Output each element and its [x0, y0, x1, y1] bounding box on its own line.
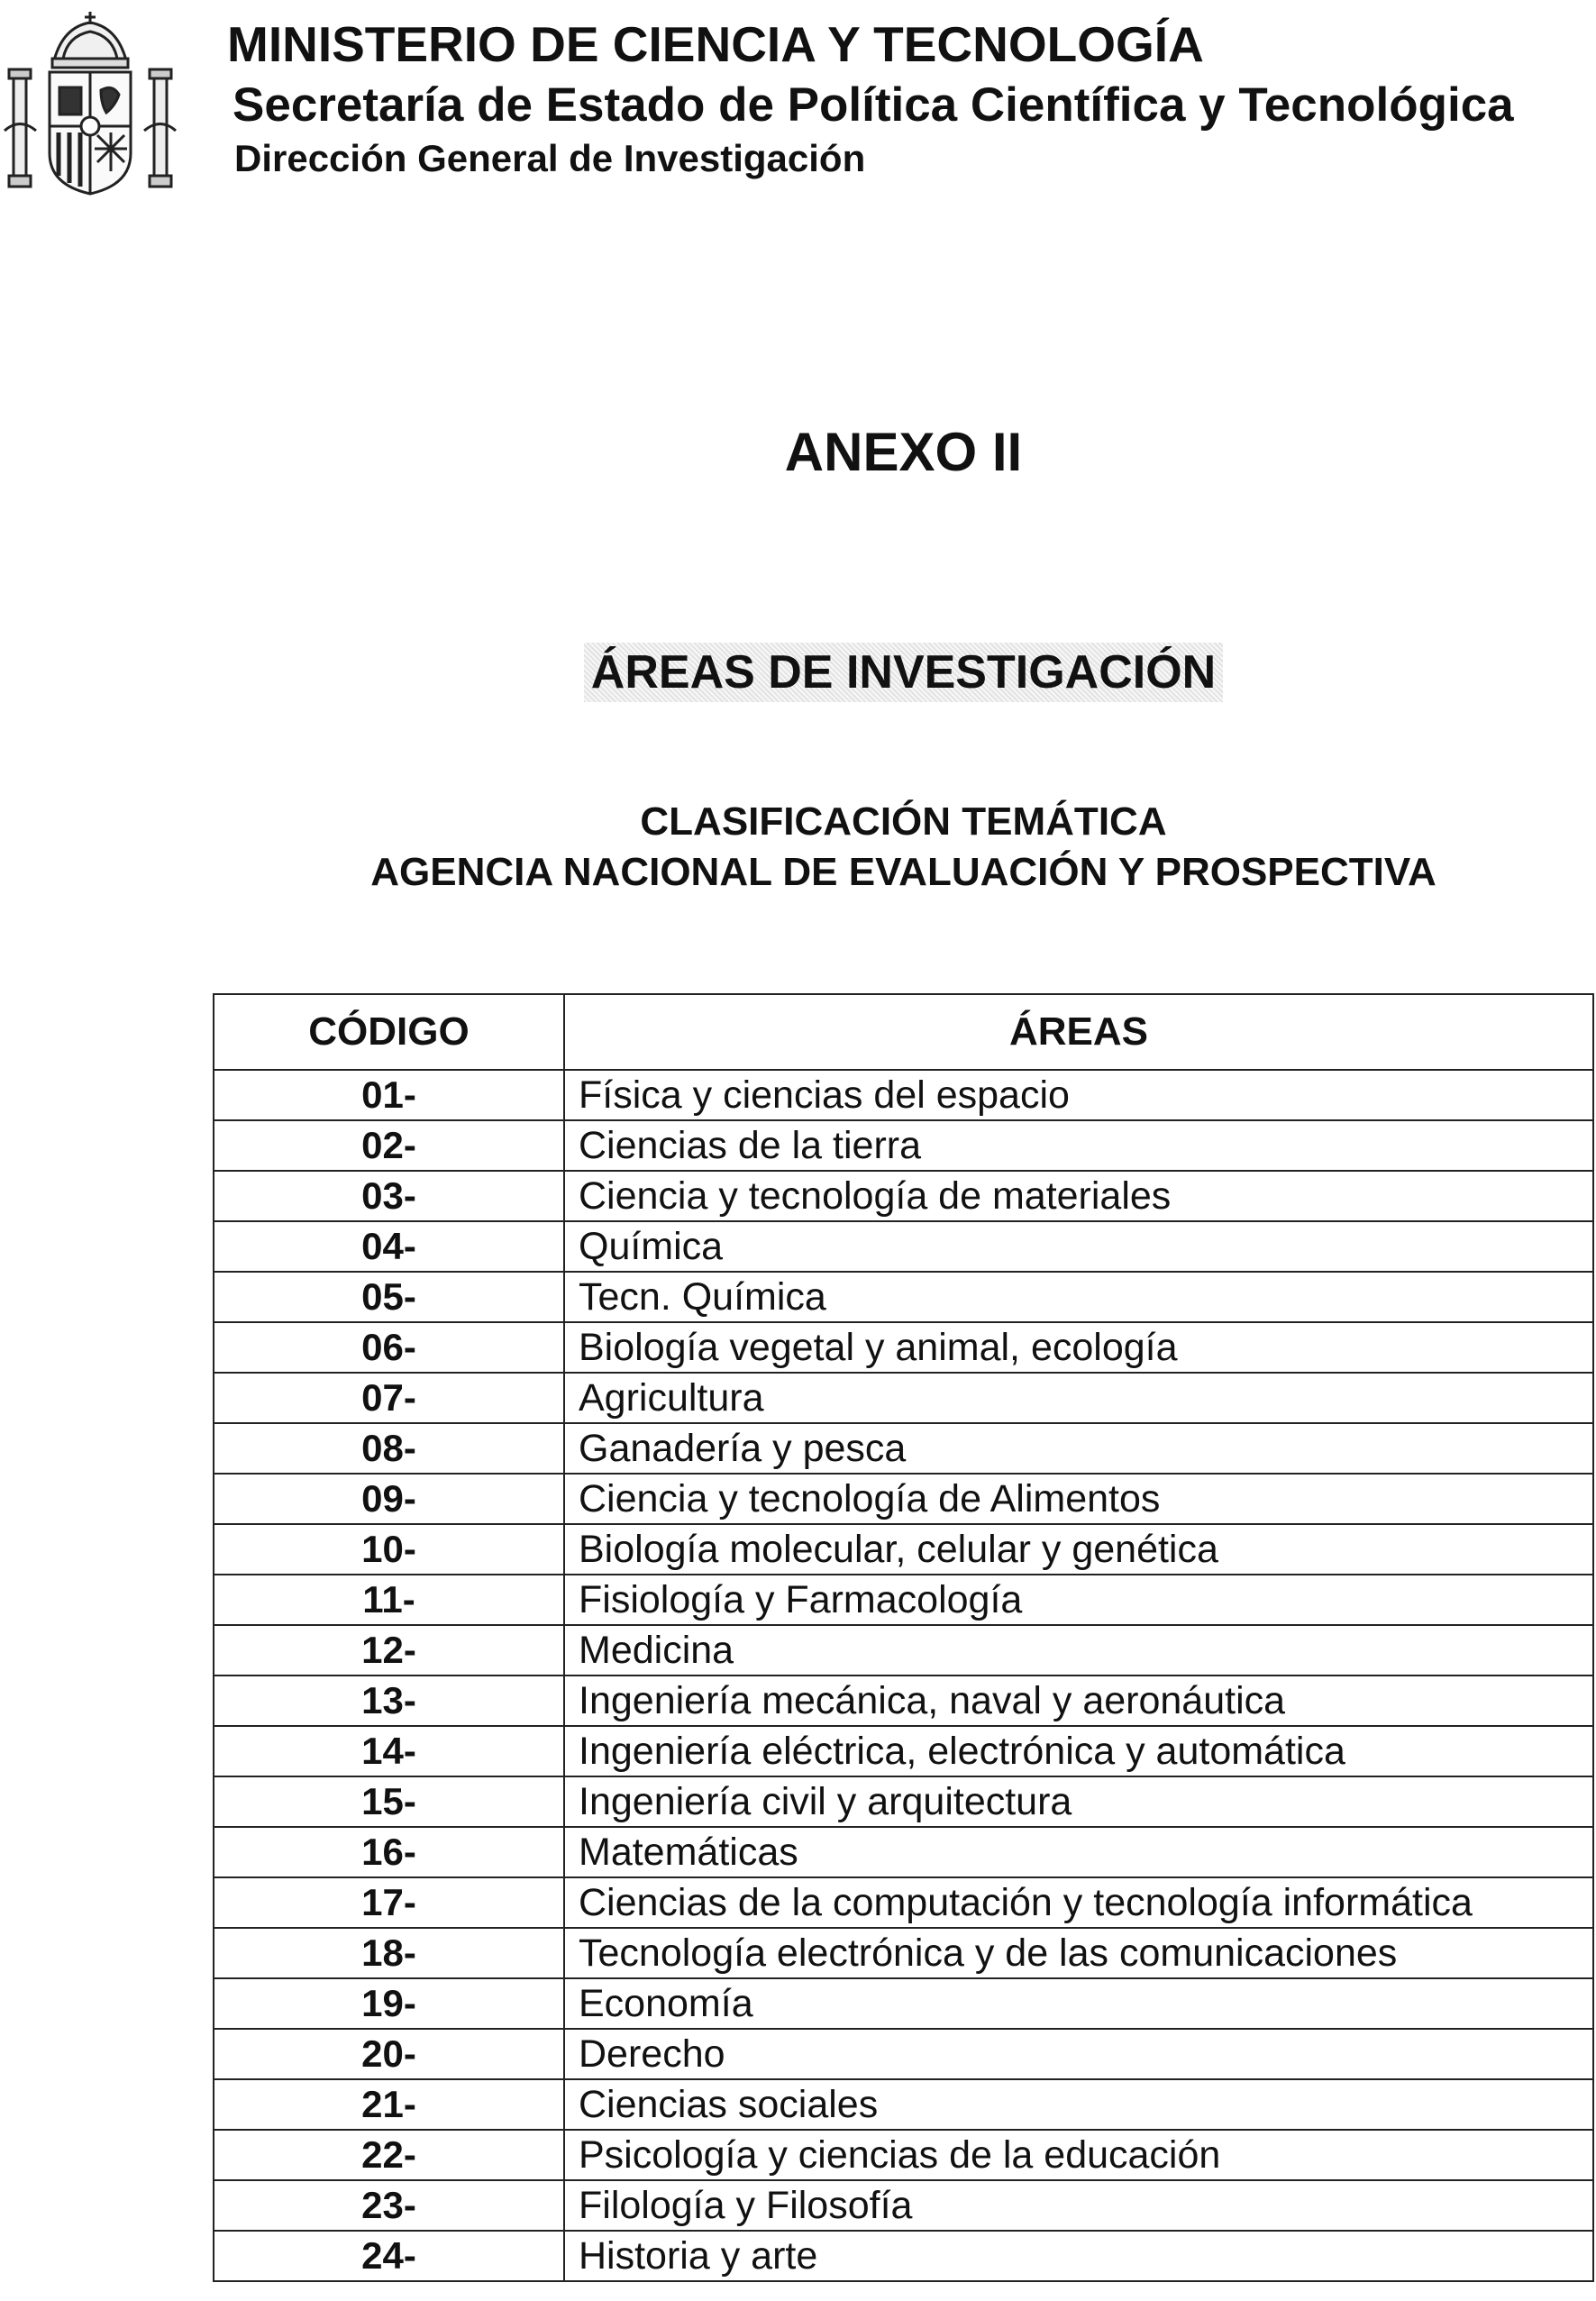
- area-code: 03-: [214, 1171, 564, 1221]
- area-name: Ganadería y pesca: [564, 1423, 1593, 1474]
- area-name: Ciencia y tecnología de Alimentos: [564, 1474, 1593, 1524]
- area-name: Matemáticas: [564, 1827, 1593, 1877]
- area-code: 23-: [214, 2180, 564, 2231]
- area-name: Ciencias de la tierra: [564, 1120, 1593, 1171]
- table-row: [214, 1978, 1593, 2029]
- table-row: [214, 1120, 1593, 1171]
- area-code: 11-: [214, 1575, 564, 1625]
- area-name: Psicología y ciencias de la educación: [564, 2130, 1593, 2180]
- area-code: 04-: [214, 1221, 564, 1272]
- area-code: 12-: [214, 1625, 564, 1676]
- area-name: Derecho: [564, 2029, 1593, 2079]
- ministry-heading: MINISTERIO DE CIENCIA Y TECNOLOGÍA: [227, 16, 1204, 72]
- section-title-wrapper: [0, 643, 1596, 702]
- area-name: Ciencias sociales: [564, 2079, 1593, 2130]
- table-row: [214, 1776, 1593, 1827]
- table-row: [214, 1625, 1593, 1676]
- classification-subtitle: CLASIFICACIÓN TEMÁTICA: [640, 799, 1167, 844]
- area-name: Medicina: [564, 1625, 1593, 1676]
- agency-subtitle: AGENCIA NACIONAL DE EVALUACIÓN Y PROSPECTIVA: [370, 850, 1436, 894]
- table-row: [214, 1272, 1593, 1322]
- area-code: 16-: [214, 1827, 564, 1877]
- table-row: [214, 1070, 1593, 1120]
- area-name: Tecn. Química: [564, 1272, 1593, 1322]
- area-code: 24-: [214, 2231, 564, 2281]
- table-row: [214, 1676, 1593, 1726]
- table-row: [214, 1827, 1593, 1877]
- code-column-header: CÓDIGO: [214, 994, 564, 1070]
- area-name: Ingeniería mecánica, naval y aeronáutica: [564, 1676, 1593, 1726]
- table-row: [214, 1423, 1593, 1474]
- table-header-row: [214, 994, 1593, 1070]
- table-row: [214, 2029, 1593, 2079]
- table-row: [214, 2079, 1593, 2130]
- area-code: 09-: [214, 1474, 564, 1524]
- table-row: [214, 1726, 1593, 1776]
- table-row: [214, 2130, 1593, 2180]
- section-title: ÁREAS DE INVESTIGACIÓN: [584, 643, 1223, 702]
- area-code: 13-: [214, 1676, 564, 1726]
- area-code: 20-: [214, 2029, 564, 2079]
- area-name: Ciencias de la computación y tecnología informática: [564, 1877, 1593, 1928]
- directorate-heading: Dirección General de Investigación: [234, 137, 866, 179]
- table-row: [214, 1575, 1593, 1625]
- research-areas-table: [213, 993, 1594, 2282]
- area-name: Química: [564, 1221, 1593, 1272]
- area-code: 15-: [214, 1776, 564, 1827]
- areas-column-header: ÁREAS: [564, 994, 1593, 1070]
- area-code: 07-: [214, 1373, 564, 1423]
- area-name: Física y ciencias del espacio: [564, 1070, 1593, 1120]
- table-row: [214, 1877, 1593, 1928]
- area-name: Agricultura: [564, 1373, 1593, 1423]
- area-name: Ingeniería civil y arquitectura: [564, 1776, 1593, 1827]
- annex-title: ANEXO II: [784, 422, 1023, 482]
- area-name: Historia y arte: [564, 2231, 1593, 2281]
- table-row: [214, 1171, 1593, 1221]
- area-name: Economía: [564, 1978, 1593, 2029]
- table-row: [214, 1373, 1593, 1423]
- area-name: Ciencia y tecnología de materiales: [564, 1171, 1593, 1221]
- area-code: 18-: [214, 1928, 564, 1978]
- coat-of-arms-icon: [0, 5, 180, 203]
- area-code: 10-: [214, 1524, 564, 1575]
- table-row: [214, 2231, 1593, 2281]
- area-code: 05-: [214, 1272, 564, 1322]
- table-row: [214, 1524, 1593, 1575]
- area-name: Filología y Filosofía: [564, 2180, 1593, 2231]
- secretariat-heading: Secretaría de Estado de Política Científica y Tecnológica: [233, 78, 1514, 132]
- table-row: [214, 2180, 1593, 2231]
- area-name: Biología vegetal y animal, ecología: [564, 1322, 1593, 1373]
- table-row: [214, 1322, 1593, 1373]
- area-code: 17-: [214, 1877, 564, 1928]
- area-name: Biología molecular, celular y genética: [564, 1524, 1593, 1575]
- area-code: 01-: [214, 1070, 564, 1120]
- area-name: Ingeniería eléctrica, electrónica y automática: [564, 1726, 1593, 1776]
- table-row: [214, 1474, 1593, 1524]
- area-code: 22-: [214, 2130, 564, 2180]
- table-row: [214, 1221, 1593, 1272]
- area-name: Fisiología y Farmacología: [564, 1575, 1593, 1625]
- area-code: 14-: [214, 1726, 564, 1776]
- area-code: 08-: [214, 1423, 564, 1474]
- area-code: 06-: [214, 1322, 564, 1373]
- table-row: [214, 1928, 1593, 1978]
- area-code: 21-: [214, 2079, 564, 2130]
- area-name: Tecnología electrónica y de las comunicaciones: [564, 1928, 1593, 1978]
- area-code: 02-: [214, 1120, 564, 1171]
- area-code: 19-: [214, 1978, 564, 2029]
